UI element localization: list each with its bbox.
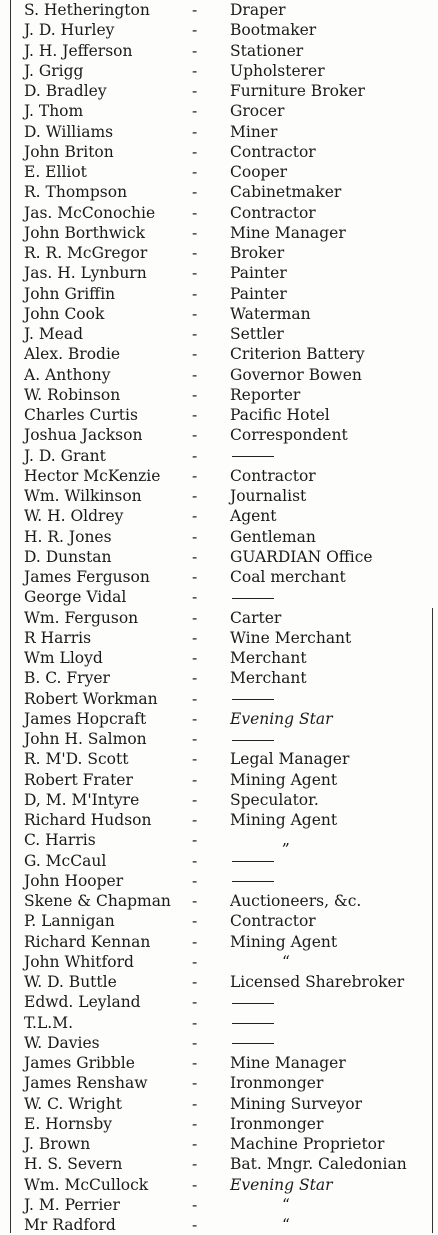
list-row (0, 243, 438, 263)
person-name: Hector McKenzie (24, 466, 161, 485)
person-name: D. Williams (24, 122, 114, 141)
blank-occupation-line (232, 992, 274, 1012)
person-name: Joshua Jackson (24, 426, 143, 445)
separator-dash: - (192, 912, 198, 931)
occupation: Legal Manager (230, 750, 350, 769)
person-name: R. M'D. Scott (24, 750, 129, 769)
list-row (0, 932, 438, 952)
person-name: Jas. H. Lynburn (24, 264, 147, 283)
person-name: John Borthwick (24, 223, 146, 242)
separator-dash: - (192, 163, 198, 181)
person-name: Mr Radford (24, 1216, 116, 1234)
occupation: Cooper (230, 163, 288, 181)
separator-dash: - (192, 649, 198, 667)
list-row (0, 486, 438, 506)
separator-dash: - (192, 102, 198, 121)
occupation: Reporter (230, 385, 301, 404)
list-row (0, 1134, 438, 1154)
separator-dash: - (192, 689, 198, 708)
separator-dash: - (192, 61, 198, 80)
person-name: C. Harris (24, 831, 96, 850)
list-row (0, 587, 438, 607)
list-row (0, 911, 438, 931)
person-name: Wm. Wilkinson (24, 487, 142, 505)
list-row (0, 101, 438, 121)
separator-dash: - (192, 831, 198, 850)
separator-dash: - (192, 41, 198, 60)
list-row (0, 851, 438, 871)
person-name: John Cook (24, 304, 105, 323)
occupation: Grocer (230, 102, 285, 121)
list-row (0, 871, 438, 891)
occupation: Mine Manager (230, 223, 346, 242)
separator-dash: - (192, 1135, 198, 1153)
person-name: Richard Kennan (24, 932, 151, 951)
list-row (0, 0, 438, 20)
separator-dash: - (192, 1155, 198, 1174)
separator-dash: - (192, 851, 198, 870)
separator-dash: - (192, 871, 198, 890)
person-name: James Gribble (24, 1054, 135, 1072)
list-row (0, 1053, 438, 1073)
person-name: R Harris (24, 628, 92, 647)
occupation: “ (282, 952, 290, 971)
separator-dash: - (192, 1074, 198, 1093)
person-name: Skene & Chapman (24, 892, 171, 910)
separator-dash: - (192, 406, 198, 424)
list-row (0, 284, 438, 304)
separator-dash: - (192, 284, 198, 303)
list-row (0, 790, 438, 810)
list-row (0, 142, 438, 162)
separator-dash: - (192, 811, 198, 829)
occupation: Broker (230, 244, 285, 262)
person-name: W. D. Buttle (24, 973, 117, 991)
occupation: Painter (230, 284, 287, 303)
separator-dash: - (192, 1054, 198, 1072)
list-row (0, 405, 438, 425)
separator-dash: - (192, 608, 198, 627)
separator-dash: - (192, 932, 198, 951)
list-row (0, 749, 438, 769)
list-row (0, 425, 438, 445)
list-row (0, 1215, 438, 1235)
occupation: Gentleman (230, 527, 316, 546)
separator-dash: - (192, 21, 198, 40)
list-row (0, 648, 438, 668)
list-row (0, 446, 438, 466)
separator-dash: - (192, 993, 198, 1012)
person-name: J. Mead (24, 325, 84, 343)
person-name: G. McCaul (24, 851, 107, 870)
occupation: Evening Star (230, 709, 333, 728)
list-row (0, 20, 438, 40)
separator-dash: - (192, 1094, 198, 1113)
separator-dash: - (192, 730, 198, 748)
person-name: J. Brown (24, 1135, 91, 1153)
occupation: Machine Proprietor (230, 1135, 385, 1153)
separator-dash: - (192, 325, 198, 343)
separator-dash: - (192, 466, 198, 485)
list-row (0, 1154, 438, 1174)
person-name: B. C. Fryer (24, 669, 110, 688)
separator-dash: - (192, 122, 198, 141)
occupation: Merchant (230, 649, 307, 667)
list-row (0, 668, 438, 688)
occupation: Draper (230, 1, 286, 19)
separator-dash: - (192, 952, 198, 971)
occupation: Upholsterer (230, 61, 325, 80)
separator-dash: - (192, 770, 198, 789)
list-row (0, 81, 438, 101)
person-name: H. S. Severn (24, 1155, 123, 1174)
list-row (0, 972, 438, 992)
list-row (0, 506, 438, 526)
list-row (0, 223, 438, 243)
person-name: W. Davies (24, 1033, 100, 1052)
separator-dash: - (192, 709, 198, 728)
blank-occupation-line (232, 1013, 274, 1033)
list-row (0, 952, 438, 972)
list-row (0, 385, 438, 405)
separator-dash: - (192, 1216, 198, 1234)
person-name: James Renshaw (24, 1074, 148, 1093)
list-row (0, 365, 438, 385)
separator-dash: - (192, 264, 198, 283)
occupation: Bootmaker (230, 21, 317, 40)
occupation: Bat. Mngr. Caledonian (230, 1155, 407, 1174)
separator-dash: - (192, 1195, 198, 1214)
person-name: E. Hornsby (24, 1114, 113, 1133)
occupation: Contractor (230, 912, 316, 931)
separator-dash: - (192, 892, 198, 910)
occupation: Contractor (230, 142, 316, 161)
person-name: Wm. Ferguson (24, 608, 139, 627)
separator-dash: - (192, 588, 198, 607)
separator-dash: - (192, 1033, 198, 1052)
person-name: Robert Workman (24, 689, 158, 708)
list-row (0, 547, 438, 567)
list-row (0, 891, 438, 911)
occupation: Governor Bowen (230, 365, 362, 384)
occupation: Furniture Broker (230, 82, 365, 100)
separator-dash: - (192, 1114, 198, 1133)
person-name: W. Robinson (24, 385, 121, 404)
blank-occupation-line (232, 851, 274, 871)
occupation: Contractor (230, 466, 316, 485)
person-name: R. Thompson (24, 183, 128, 202)
separator-dash: - (192, 223, 198, 242)
separator-dash: - (192, 385, 198, 404)
occupation: Mining Surveyor (230, 1094, 363, 1113)
list-row (0, 1094, 438, 1114)
list-row (0, 567, 438, 587)
list-row (0, 324, 438, 344)
occupation: “ (282, 1195, 290, 1214)
person-name: Edwd. Leyland (24, 993, 141, 1012)
list-row (0, 41, 438, 61)
blank-occupation-line (232, 871, 274, 891)
list-row (0, 608, 438, 628)
person-name: Wm. McCullock (24, 1175, 149, 1194)
occupation: Correspondent (230, 426, 348, 445)
person-name: E. Elliot (24, 163, 87, 181)
separator-dash: - (192, 669, 198, 688)
person-name: Richard Hudson (24, 811, 152, 829)
person-name: H. R. Jones (24, 527, 112, 546)
separator-dash: - (192, 426, 198, 445)
list-row (0, 770, 438, 790)
occupation: Coal merchant (230, 568, 346, 586)
list-row (0, 830, 438, 850)
person-name: D. Dunstan (24, 547, 112, 566)
occupation: Mining Agent (230, 811, 338, 829)
person-name: John Whitford (24, 952, 134, 971)
list-row (0, 1175, 438, 1195)
blank-occupation-line (232, 446, 274, 466)
occupation: Waterman (230, 304, 311, 323)
list-row (0, 1013, 438, 1033)
person-name: John Hooper (24, 871, 124, 890)
list-row (0, 709, 438, 729)
separator-dash: - (192, 1175, 198, 1194)
occupation: Settler (230, 325, 284, 343)
occupation: Miner (230, 122, 278, 141)
person-name: Alex. Brodie (24, 345, 121, 364)
separator-dash: - (192, 1013, 198, 1032)
separator-dash: - (192, 142, 198, 161)
person-name: J. D. Hurley (24, 21, 115, 40)
separator-dash: - (192, 527, 198, 546)
occupation: Criterion Battery (230, 345, 365, 364)
occupation: Painter (230, 264, 287, 283)
person-name: J. H. Jefferson (24, 41, 133, 60)
separator-dash: - (192, 446, 198, 465)
blank-occupation-line (232, 689, 274, 709)
occupation: Mining Agent (230, 770, 338, 789)
list-row (0, 162, 438, 182)
separator-dash: - (192, 345, 198, 364)
occupation: Cabinetmaker (230, 183, 342, 202)
separator-dash: - (192, 82, 198, 100)
separator-dash: - (192, 628, 198, 647)
list-row (0, 182, 438, 202)
person-name: James Hopcraft (24, 709, 147, 728)
occupation: Ironmonger (230, 1074, 324, 1093)
person-name: Charles Curtis (24, 406, 138, 424)
occupation: „ (282, 831, 291, 850)
list-row (0, 810, 438, 830)
blank-occupation-line (232, 729, 274, 749)
list-row (0, 527, 438, 547)
separator-dash: - (192, 203, 198, 222)
occupation: Evening Star (230, 1175, 333, 1194)
blank-occupation-line (232, 587, 274, 607)
list-row (0, 466, 438, 486)
occupation: Speculator. (230, 790, 319, 809)
person-name: John Briton (24, 142, 114, 161)
list-row (0, 203, 438, 223)
separator-dash: - (192, 750, 198, 769)
list-row (0, 1195, 438, 1215)
list-row (0, 122, 438, 142)
person-name: John Griffin (24, 284, 116, 303)
person-name: A. Anthony (24, 365, 111, 384)
person-name: T.L.M. (24, 1013, 74, 1032)
separator-dash: - (192, 507, 198, 526)
person-name: R. R. McGregor (24, 244, 148, 262)
list-row (0, 729, 438, 749)
person-name: W. C. Wright (24, 1094, 122, 1113)
occupation: Wine Merchant (230, 628, 352, 647)
occupation: Merchant (230, 669, 307, 688)
occupation: Carter (230, 608, 282, 627)
list-row (0, 628, 438, 648)
person-name: P. Lannigan (24, 912, 115, 931)
person-name: W. H. Oldrey (24, 507, 124, 526)
person-name: J. Thom (24, 102, 84, 121)
person-name: Wm Lloyd (24, 649, 103, 667)
occupation: Stationer (230, 41, 304, 60)
list-row (0, 344, 438, 364)
separator-dash: - (192, 365, 198, 384)
list-row (0, 1073, 438, 1093)
list-row (0, 263, 438, 283)
person-name: J. Grigg (24, 61, 84, 80)
separator-dash: - (192, 790, 198, 809)
separator-dash: - (192, 183, 198, 202)
occupation: Contractor (230, 203, 316, 222)
separator-dash: - (192, 568, 198, 586)
list-row (0, 304, 438, 324)
person-name: D, M. M'Intyre (24, 790, 140, 809)
person-name: S. Hetherington (24, 1, 150, 19)
person-name: George Vidal (24, 588, 127, 607)
person-name: J. M. Perrier (24, 1195, 120, 1214)
occupation: Agent (230, 507, 277, 526)
separator-dash: - (192, 1, 198, 19)
occupation: Auctioneers, &c. (230, 892, 362, 910)
list-row (0, 61, 438, 81)
person-name: J. D. Grant (24, 446, 106, 465)
list-row (0, 1114, 438, 1134)
separator-dash: - (192, 487, 198, 505)
occupation: Journalist (230, 487, 307, 505)
occupation: Licensed Sharebroker (230, 973, 405, 991)
occupation: Mine Manager (230, 1054, 346, 1072)
person-name: Robert Frater (24, 770, 133, 789)
separator-dash: - (192, 973, 198, 991)
person-name: John H. Salmon (24, 730, 147, 748)
separator-dash: - (192, 547, 198, 566)
person-name: Jas. McConochie (24, 203, 156, 222)
list-row (0, 1033, 438, 1053)
occupation: Ironmonger (230, 1114, 324, 1133)
occupation: GUARDIAN Office (230, 547, 373, 566)
person-name: James Ferguson (24, 568, 150, 586)
list-row (0, 689, 438, 709)
blank-occupation-line (232, 1033, 274, 1053)
occupation: Mining Agent (230, 932, 338, 951)
list-row (0, 992, 438, 1012)
person-name: D. Bradley (24, 82, 107, 100)
separator-dash: - (192, 244, 198, 262)
occupation: “ (282, 1216, 290, 1234)
separator-dash: - (192, 304, 198, 323)
occupation: Pacific Hotel (230, 406, 330, 424)
